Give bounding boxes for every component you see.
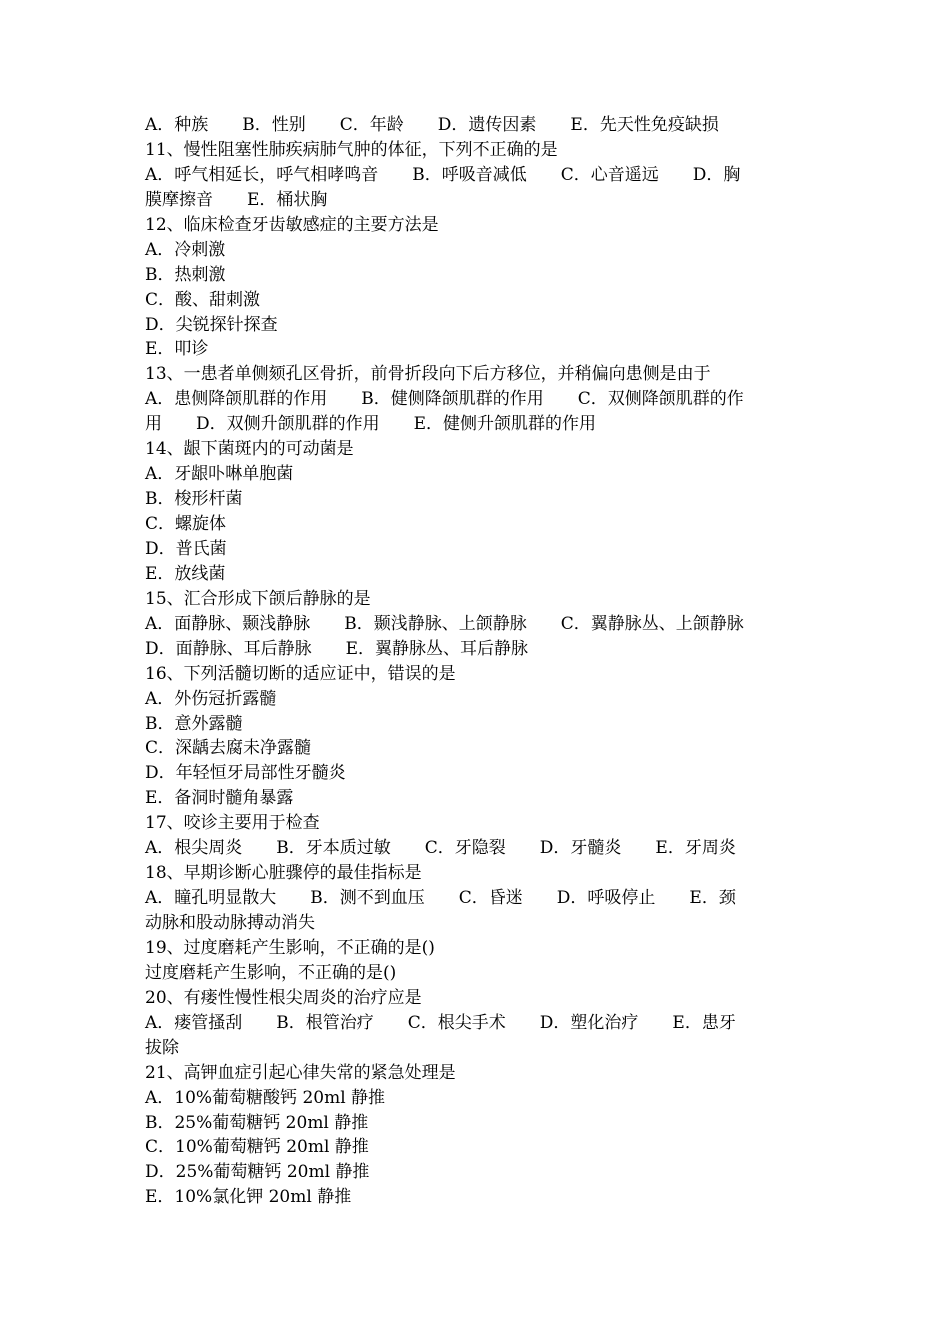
- text-line: 过度磨耗产生影响，不正确的是(): [145, 962, 397, 983]
- text-line: A．面静脉、颞浅静脉 B．颞浅静脉、上颌静脉 C．翼静脉丛、上颌静脉: [145, 613, 744, 634]
- text-line: D．尖锐探针探查: [145, 314, 278, 335]
- text-line: C．酸、甜刺激: [145, 289, 261, 310]
- text-line: 14、龈下菌斑内的可动菌是: [145, 439, 354, 460]
- text-line: D．普氏菌: [145, 538, 227, 559]
- text-line: A．呼气相延长，呼气相哮鸣音 B．呼吸音减低 C．心音遥远 D．胸: [145, 164, 741, 185]
- text-line: E．叩诊: [145, 339, 209, 360]
- text-line: A．种族 B．性别 C．年龄 D．遗传因素 E．先天性免疫缺损: [145, 115, 719, 135]
- text-line: A．根尖周炎 B．牙本质过敏 C．牙隐裂 D．牙髓炎 E．牙周炎: [145, 838, 736, 859]
- text-line: D．面静脉、耳后静脉 E．翼静脉丛、耳后静脉: [145, 638, 529, 659]
- text-line: 动脉和股动脉搏动消失: [145, 913, 315, 933]
- text-line: 16、下列活髓切断的适应证中，错误的是: [145, 663, 456, 684]
- text-line: D．25%葡萄糖钙 20ml 静推: [145, 1162, 370, 1183]
- text-line: 用 D．双侧升颌肌群的作用 E．健侧升颌肌群的作用: [145, 414, 597, 435]
- text-line: A．10%葡萄糖酸钙 20ml 静推: [145, 1087, 386, 1108]
- text-line: 13、一患者单侧颏孔区骨折，前骨折段向下后方移位，并稍偏向患侧是由于: [145, 364, 711, 385]
- text-line: B．梭形杆菌: [145, 489, 243, 510]
- text-line: C．深龋去腐未净露髓: [145, 738, 312, 759]
- text-line: A．外伤冠折露髓: [145, 688, 277, 709]
- text-line: 拔除: [145, 1037, 179, 1058]
- text-line: D．年轻恒牙局部性牙髓炎: [145, 763, 346, 784]
- text-line: B．热刺激: [145, 264, 226, 285]
- text-line: 18、早期诊断心脏骤停的最佳指标是: [145, 863, 422, 884]
- text-line: 17、咬诊主要用于检查: [145, 813, 320, 834]
- text-line: A．瘘管搔刮 B．根管治疗 C．根尖手术 D．塑化治疗 E．患牙: [145, 1012, 736, 1033]
- text-line: 12、临床检查牙齿敏感症的主要方法是: [145, 214, 439, 235]
- text-line: A．瞳孔明显散大 B．测不到血压 C．昏迷 D．呼吸停止 E．颈: [145, 888, 736, 909]
- text-line: A．冷刺激: [145, 239, 226, 260]
- text-line: E．放线菌: [145, 563, 226, 584]
- text-line: B．意外露髓: [145, 713, 243, 734]
- text-line: B．25%葡萄糖钙 20ml 静推: [145, 1112, 369, 1133]
- text-line: A．患侧降颌肌群的作用 B．健侧降颌肌群的作用 C．双侧降颌肌群的作: [145, 389, 744, 410]
- text-line: 膜摩擦音 E．桶状胸: [145, 189, 328, 210]
- text-line: E．备洞时髓角暴露: [145, 788, 294, 809]
- text-line: 21、高钾血症引起心律失常的紧急处理是: [145, 1062, 456, 1083]
- question-text-block: [145, 113, 810, 1210]
- text-line: E．10%氯化钾 20ml 静推: [145, 1187, 352, 1208]
- text-line: A．牙龈卟啉单胞菌: [145, 464, 294, 485]
- text-line: 20、有瘘性慢性根尖周炎的治疗应是: [145, 987, 422, 1008]
- text-line: C．10%葡萄糖钙 20ml 静推: [145, 1137, 369, 1158]
- text-line: 11、慢性阻塞性肺疾病肺气肿的体征，下列不正确的是: [145, 139, 558, 160]
- text-line: C．螺旋体: [145, 514, 227, 534]
- text-line: 15、汇合形成下颌后静脉的是: [145, 588, 371, 609]
- text-line: 19、过度磨耗产生影响，不正确的是(): [145, 937, 435, 958]
